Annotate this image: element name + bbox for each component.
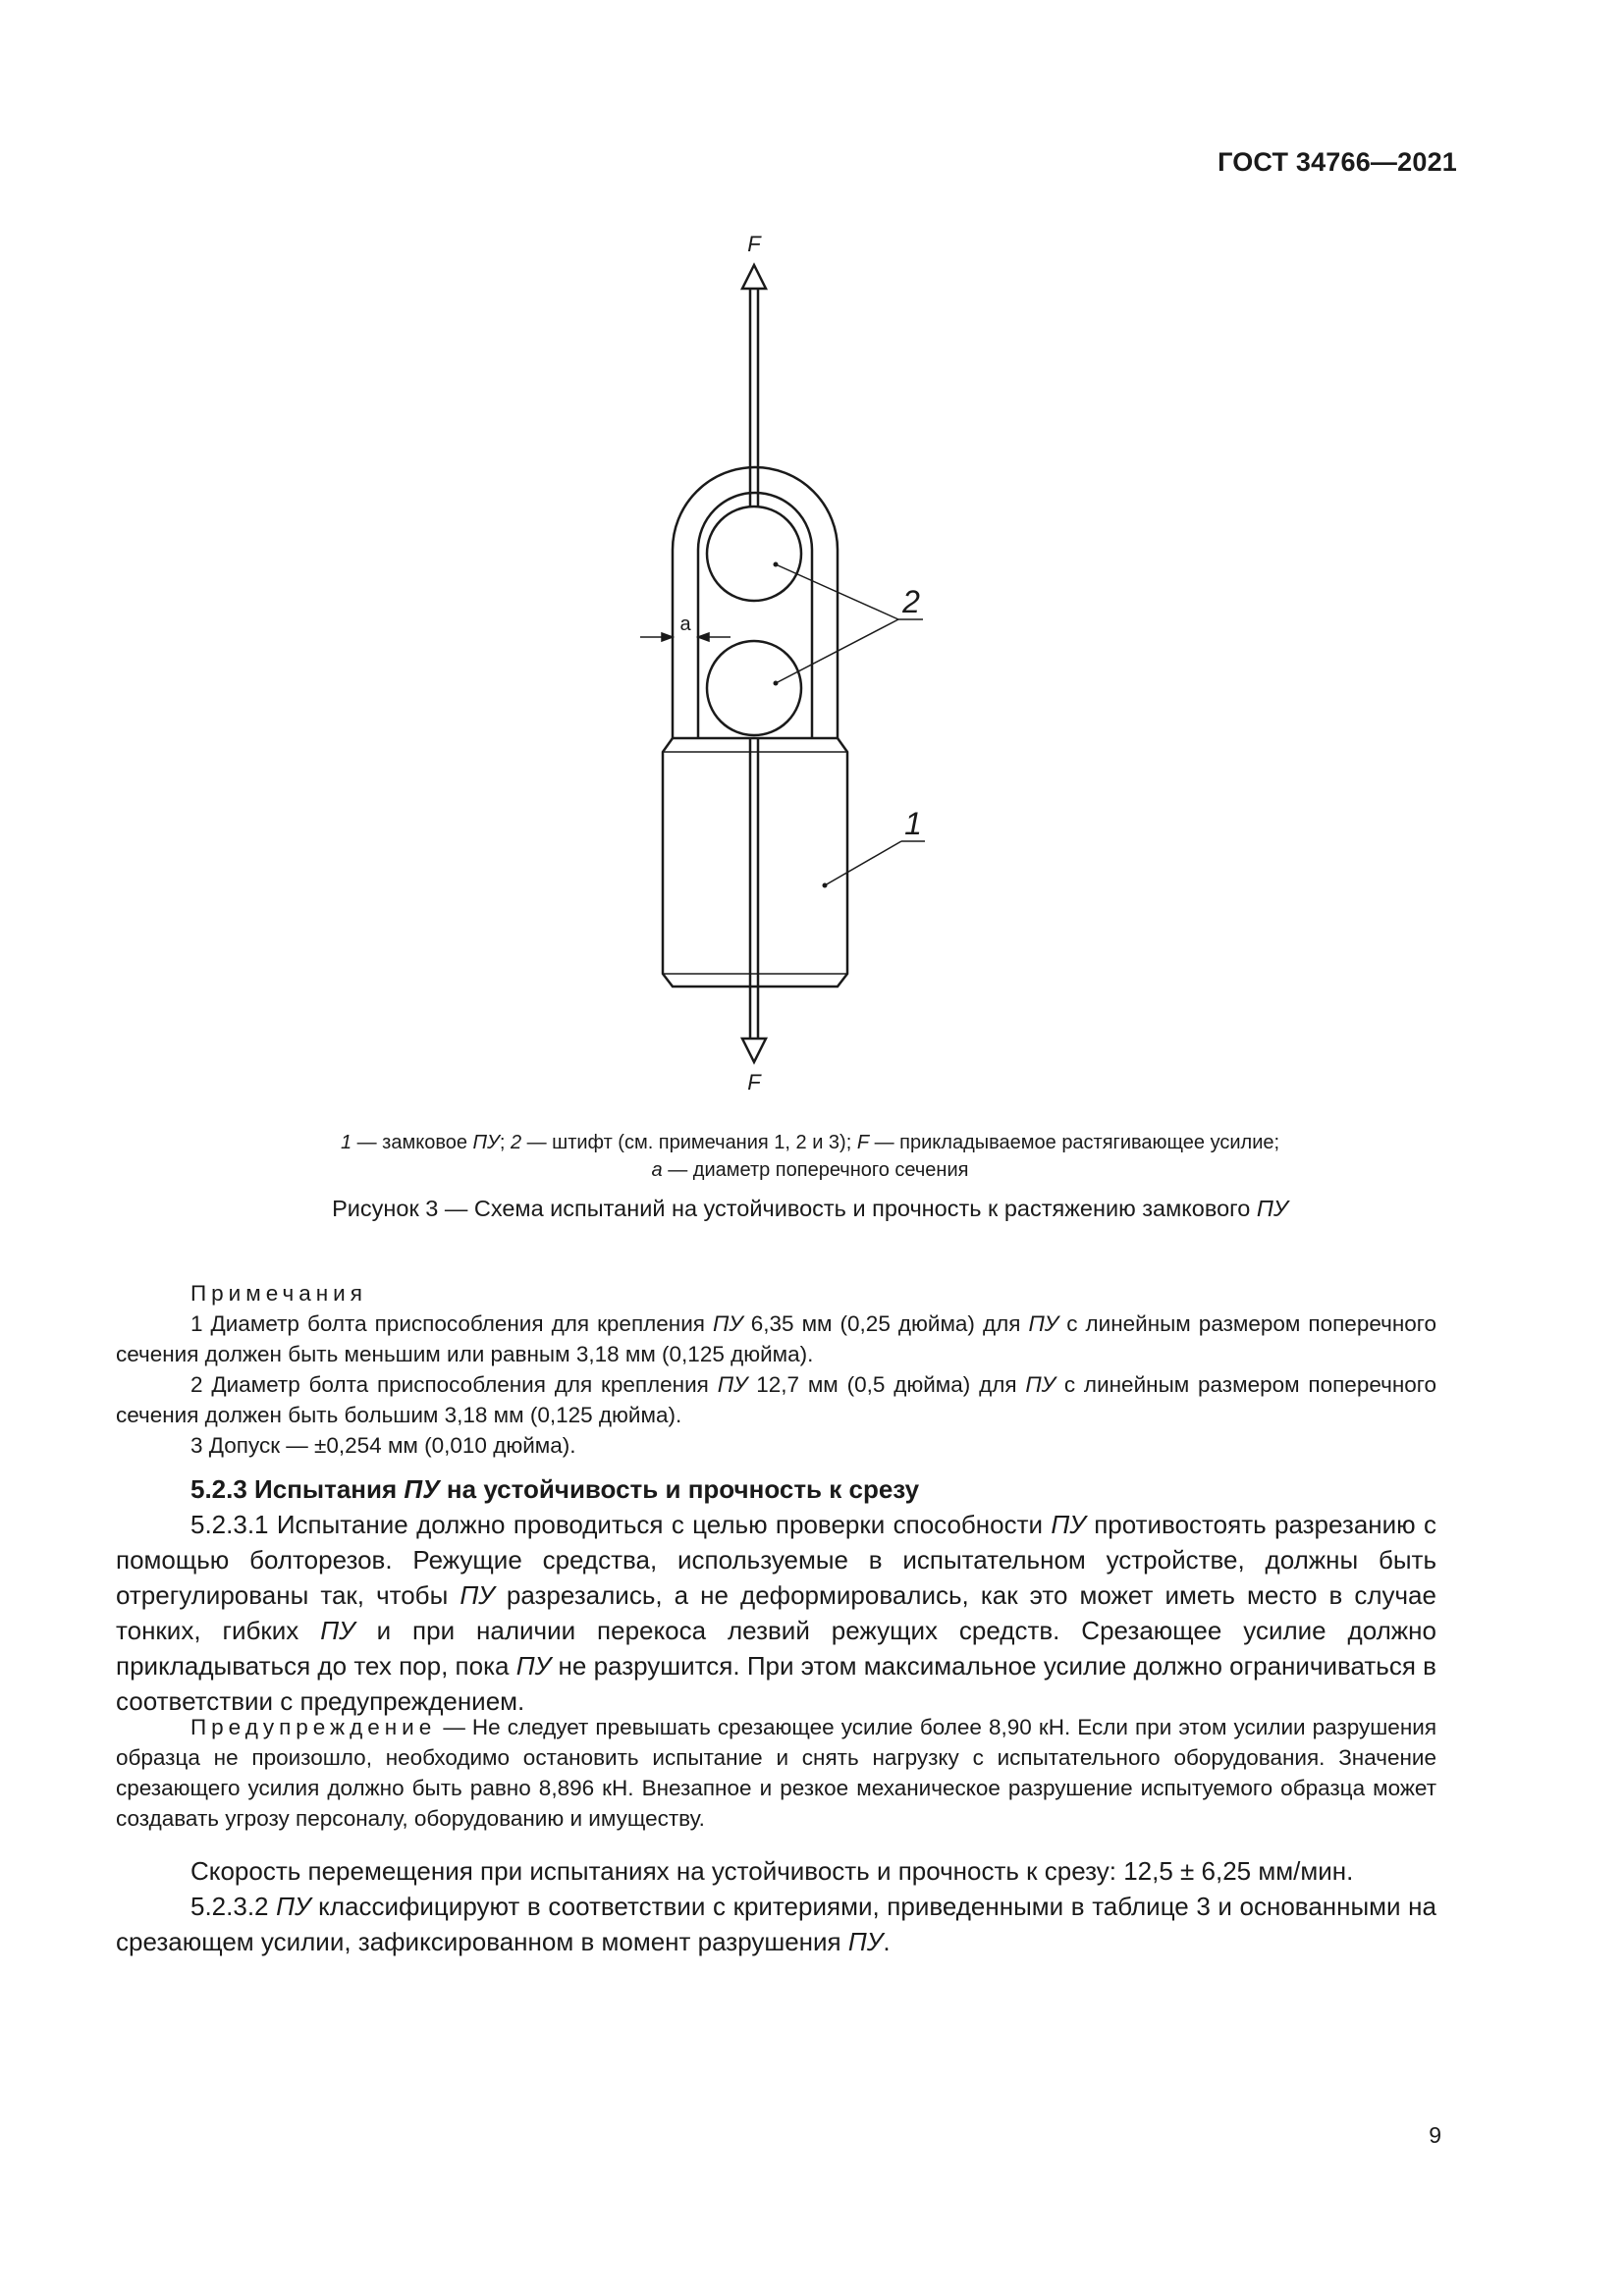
force-label-top: F [747,232,761,256]
figure-legend-line2: а — диаметр поперечного сечения [651,1159,969,1181]
figure-lock-tensile-test [609,216,943,1119]
pin-top [707,507,801,601]
force-label-bottom: F [747,1070,761,1095]
lock-body [663,738,847,987]
warning-label: Предупреждение [190,1715,437,1739]
pin-bottom [707,641,801,735]
page-number: 9 [1429,2122,1441,2148]
notes-block [116,1278,1436,1461]
notes-heading: Примечания [190,1281,367,1306]
dimension-label-a: a [679,614,691,635]
paragraph-5-2-3-1: 5.2.3.1 Испытание должно проводиться с целью проверки способности ПУ противостоять разрезанию с помощью болторезов. Режущие средства, используемые в испытательном устройстве, должны быть отрегулированы так, чтобы ПУ разрезались, а не деформировались, как это может иметь место в случае тонких, гибких ПУ и при наличии перекоса лезвий режущих средств. Срезающее усилие должно прикладываться до тех пор, пока ПУ не разрушится. При этом максимальное усилие должно ограничиваться в соответствии с предупреждением. [116,1510,1436,1716]
note-2: 2 Диаметр болта приспособления для крепления ПУ 12,7 мм (0,5 дюйма) для ПУ с линейным размером поперечного сечения должен быть большим 3,18 мм (0,125 дюйма). [116,1372,1436,1427]
figure-title: Рисунок 3 — Схема испытаний на устойчивость и прочность к растяжению замкового ПУ [332,1196,1288,1221]
callout-2: 2 [902,584,920,619]
section-heading: 5.2.3 Испытания ПУ на устойчивость и прочность к срезу [190,1474,920,1504]
section-5-2-3 [116,1471,1436,1719]
figure-legend-line1: 1 — замковое ПУ; 2 — штифт (см. примечания 1, 2 и 3); F — прикладываемое растягивающее усилие; [340,1132,1280,1153]
note-3: 3 Допуск — ±0,254 мм (0,010 дюйма). [190,1433,576,1458]
document-code: ГОСТ 34766—2021 [1218,147,1457,177]
leader-pin-2 [776,564,923,683]
speed-paragraph: Скорость перемещения при испытаниях на устойчивость и прочность к срезу: 12,5 ± 6,25 мм/мин. [190,1856,1354,1886]
warning-text: — Не следует превышать срезающее усилие более 8,90 кН. Если при этом усилии разрушения образца не произошло, необходимо остановить испытание и снять нагрузку с испытательного оборудования. Значение срезающего усилия должно быть равно 8,896 кН. Внезапное и резкое механическое разрушение испытуемого образца может создавать угрозу персоналу, оборудованию и имуществу. [116,1715,1436,1831]
section-tail [116,1853,1436,1959]
note-1: 1 Диаметр болта приспособления для крепления ПУ 6,35 мм (0,25 дюйма) для ПУ с линейным размером поперечного сечения должен быть меньшим или равным 3,18 мм (0,125 дюйма). [116,1311,1436,1366]
force-arrow-top [742,265,766,507]
warning-block [116,1712,1436,1834]
paragraph-5-2-3-2: 5.2.3.2 ПУ классифицируют в соответствии с критериями, приведенными в таблице 3 и основанными на срезающем усилии, зафиксированном в момент разрушения ПУ. [116,1892,1436,1956]
callout-1: 1 [904,806,922,841]
